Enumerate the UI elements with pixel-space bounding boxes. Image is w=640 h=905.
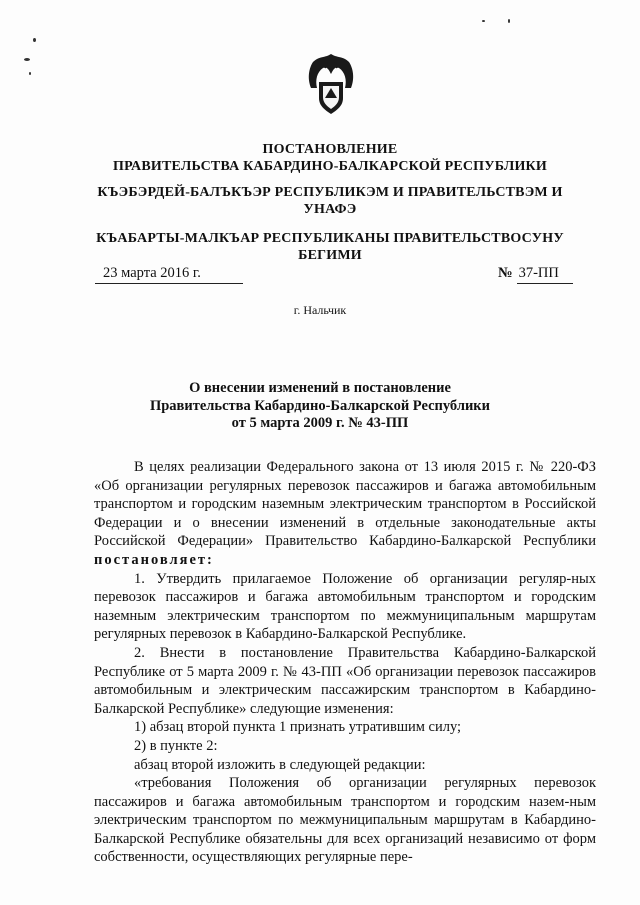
header-line: УНАФЭ [303,202,357,217]
header-line: БЕГИМИ [298,248,362,263]
paragraph-item-2: 2. Внести в постановление Правительства Кабардино-Балкарской Республике от 5 марта 2009 г. № 43-ПП «Об организации перевозок пассажиров автомобильным и электрическим пассажирским транспортом в Кабардино-Балкарской Республике» следующие изменения: [94,644,596,717]
paragraph-preamble [94,458,596,570]
paragraph-quote: «требования Положения об организации регулярных перевозок пассажиров и багажа автомобильным транспортом и городским назем-ным электрическим транспортом по межмуниципальным маршрутам в Кабардино-Балкарской Республике обязательны для всех организаций независимо от форм собственности, осуществляющих регулярные пере- [94,775,596,866]
header-line: КЪЭБЭРДЕЙ-БАЛЪКЪЭР РЕСПУБЛИКЭМ И ПРАВИТЕЛЬСТВЭМ И [97,185,563,200]
title-line: О внесении изменений в постановление [189,380,451,396]
scan-speck [24,58,30,61]
number-value: 37-ПП [517,265,573,284]
preamble-text: В целях реализации Федерального закона от 13 июля 2015 г. № 220-ФЗ «Об организации регулярных перевозок пассажиров и багажа автомобильным транспортом и городским наземным электрическим транспортом в Российской Федерации и о внесении изменений в отдельные законодательные акты Российской Федерации» Правительство Кабардино-Балкарской Республики [94,459,596,550]
header-line: ПОСТАНОВЛЕНИЕ [262,142,398,157]
decree-number [498,265,590,284]
decree-header-kabardian [60,184,600,218]
header-line: КЪАБАРТЫ-МАЛКЪАР РЕСПУБЛИКАНЫ ПРАВИТЕЛЬСТВОСУНУ [96,231,564,246]
scan-speck [482,20,485,22]
paragraph-item-1: 1. Утвердить прилагаемое Положение об организации регуляр-ных перевозок пассажиров и багажа автомобильным транспортом и городским наземным электрическим транспортом по межмуниципальным маршрутам регулярных перевозок в Кабардино-Балкарской Республике. [94,570,596,643]
number-sign: № [498,265,513,281]
resolves-keyword: постановляет: [94,551,214,568]
coat-of-arms-emblem [305,48,357,116]
city-label: г. Нальчик [293,303,347,317]
header-line: ПРАВИТЕЛЬСТВА КАБАРДИНО-БАЛКАРСКОЙ РЕСПУБЛИКИ [112,159,548,174]
decree-header [60,141,600,175]
scan-speck [508,19,510,23]
title-line: Правительства Кабардино-Балкарской Республики [149,397,491,414]
title-line: от 5 марта 2009 г. № 43-ПП [231,415,409,431]
decree-header-balkar [60,230,600,264]
decree-date: 23 марта 2016 г. [95,265,243,284]
scan-speck [33,38,36,42]
document-title [100,380,540,433]
document-body [94,458,596,867]
paragraph-subitem-2: 2) в пункте 2: [134,737,218,754]
scan-speck [29,72,31,75]
paragraph-subitem-1: 1) абзац второй пункта 1 признать утратившим силу; [134,719,462,736]
paragraph-instruction: абзац второй изложить в следующей редакции: [134,756,426,773]
